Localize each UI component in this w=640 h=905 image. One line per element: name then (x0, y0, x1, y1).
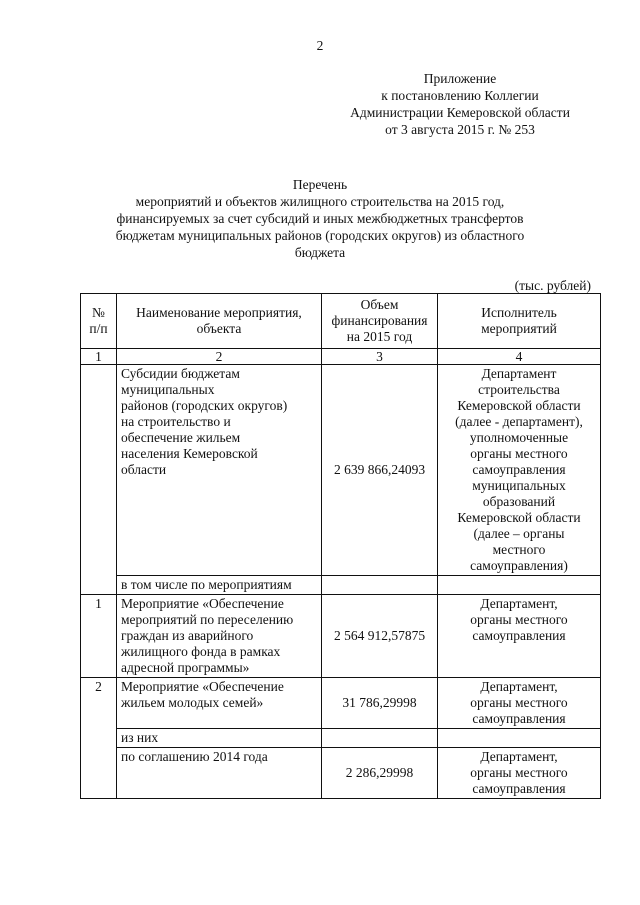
units-label: (тыс. рублей) (514, 278, 591, 293)
page-number: 2 (316, 38, 324, 53)
appendix-line-4: от 3 августа 2015 г. № 253 (385, 122, 535, 137)
appendix-line-3: Администрации Кемеровской области (350, 105, 570, 120)
header-executor: Исполнитель мероприятий (438, 294, 601, 349)
row-executor: Департамент строительства Кемеровской области (далее - департамент), уполномоченные органы местного самоуправления муниципальных образований Кемеровской области (далее – органы местного самоуправления) (438, 365, 601, 576)
header-volume: Объем финансирования на 2015 год (322, 294, 438, 349)
row-executor: Департамент, органы местного самоуправления (438, 678, 601, 729)
col-number-4: 4 (438, 349, 601, 365)
measures-table (80, 293, 601, 799)
appendix-line-2: к постановлению Коллегии (381, 88, 539, 103)
col-number-1: 1 (81, 349, 117, 365)
row-volume: 31 786,29998 (322, 678, 438, 729)
table-row (81, 748, 601, 799)
row-volume: 2 564 912,57875 (322, 595, 438, 678)
row-num: 1 (81, 595, 117, 678)
row-executor: Департамент, органы местного самоуправления (438, 595, 601, 678)
header-name: Наименование мероприятия, объекта (117, 294, 322, 349)
row-name: в том числе по мероприятиям (117, 576, 322, 595)
row-num: 2 (81, 678, 117, 729)
title-line-4: бюджетам муниципальных районов (городских округов) из областного (115, 228, 525, 243)
row-name: Субсидии бюджетам муниципальных районов (городских округов) на строительство и обеспечение жильем населения Кемеровской области (117, 365, 322, 576)
title-line-2: мероприятий и объектов жилищного строительства на 2015 год, (135, 194, 505, 209)
col-number-3: 3 (322, 349, 438, 365)
column-number-row (81, 349, 601, 365)
appendix-line-1: Приложение (423, 71, 497, 86)
appendix-header (325, 70, 595, 138)
table-row (81, 595, 601, 678)
title-line-5: бюджета (294, 245, 346, 260)
table-header-row (81, 294, 601, 349)
title-line-1: Перечень (292, 177, 348, 192)
title-line-3: финансируемых за счет субсидий и иных межбюджетных трансфертов (116, 211, 524, 226)
col-number-2: 2 (117, 349, 322, 365)
header-num: № п/п (81, 294, 117, 349)
row-num (81, 365, 117, 576)
table-row (81, 729, 601, 748)
table-row (81, 678, 601, 729)
row-name: из них (117, 729, 322, 748)
row-name: по соглашению 2014 года (117, 748, 322, 799)
row-executor: Департамент, органы местного самоуправления (438, 748, 601, 799)
document-title (60, 176, 580, 261)
row-volume: 2 639 866,24093 (322, 365, 438, 576)
row-volume: 2 286,29998 (322, 748, 438, 799)
row-name: Мероприятие «Обеспечение мероприятий по переселению граждан из аварийного жилищного фонда в рамках адресной программы» (117, 595, 322, 678)
row-name: Мероприятие «Обеспечение жильем молодых семей» (117, 678, 322, 729)
table-row (81, 576, 601, 595)
table-row (81, 365, 601, 576)
